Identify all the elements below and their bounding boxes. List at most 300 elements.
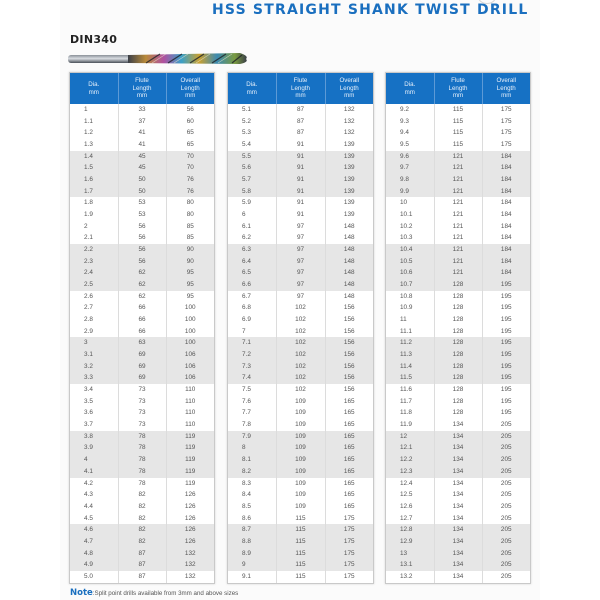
cell-flute-length: 109 [276,454,325,466]
table-row [70,384,214,396]
cell-flute-length: 128 [434,384,482,396]
cell-diameter: 4.4 [70,501,118,513]
cell-overall-length: 106 [166,361,214,373]
cell-diameter: 12.8 [386,524,434,536]
cell-diameter: 1.3 [70,139,118,151]
cell-flute-length: 73 [118,419,166,431]
cell-flute-length: 78 [118,431,166,443]
header-line: Length [180,84,200,92]
cell-overall-length: 156 [343,327,355,335]
cell-overall-length: 90 [166,244,214,256]
table-row [228,337,373,349]
header-overall-length [166,73,214,104]
cell-flute-length: 102 [276,326,325,338]
table-row [70,162,214,174]
cell-flute-length: 50 [118,186,166,198]
cell-diameter: 11 [386,314,434,326]
cell-overall-length: 132 [343,117,355,125]
cell-overall-length: 175 [343,514,355,522]
cell-flute-length: 78 [118,478,166,490]
table-row [386,151,530,163]
spec-table-2 [227,72,374,584]
cell-flute-length: 53 [118,197,166,209]
cell-flute-length: 45 [118,162,166,174]
cell-overall-length: 106 [166,349,214,361]
cell-overall-length: 139 [325,186,373,198]
cell-overall-length: 156 [343,316,355,324]
cell-diameter: 4 [70,454,118,466]
cell-flute-length: 109 [276,431,325,443]
cell-overall-length: 119 [166,431,214,443]
header-line: mm [88,88,99,96]
cell-overall-length: 95 [186,292,194,300]
cell-overall-length: 156 [325,361,373,373]
table-row [386,116,530,128]
cell-overall-length: 132 [343,129,355,137]
cell-overall-length: 80 [186,211,194,219]
table-row [386,349,530,361]
cell-overall-length: 175 [500,117,512,125]
cell-diameter: 11.6 [386,384,434,396]
header-line: mm [404,88,415,96]
header-line: Length [339,84,359,92]
table-row [386,337,530,349]
table-row [386,384,530,396]
table-row [228,302,373,314]
cell-overall-length: 205 [500,514,512,522]
cell-diameter: 1.5 [70,162,118,174]
cell-overall-length: 184 [482,174,530,186]
cell-diameter: 10.5 [386,256,434,268]
cell-overall-length: 205 [500,479,512,487]
table-row [70,524,214,536]
cell-overall-length: 70 [166,162,214,174]
cell-diameter: 10.1 [386,209,434,221]
table-row [386,291,530,303]
header-line: Length [291,84,310,92]
cell-overall-length: 175 [500,141,512,149]
cell-diameter: 1.8 [70,197,118,209]
cell-overall-length: 165 [343,491,355,499]
cell-flute-length: 87 [276,127,325,139]
table-row [228,419,373,431]
table-row [386,302,530,314]
cell-overall-length: 195 [482,349,530,361]
cell-flute-length: 121 [434,209,482,221]
cell-diameter: 10.4 [386,244,434,256]
cell-diameter: 7.2 [228,349,276,361]
cell-diameter: 3.3 [70,372,118,384]
cell-diameter: 5.2 [228,116,276,128]
cell-overall-length: 165 [343,421,355,429]
cell-diameter: 11.7 [386,396,434,408]
cell-overall-length: 156 [343,386,355,394]
cell-overall-length: 80 [186,199,194,207]
cell-flute-length: 128 [434,291,482,303]
cell-overall-length: 195 [482,279,530,291]
cell-flute-length: 109 [276,489,325,501]
cell-overall-length: 156 [325,337,373,349]
cell-diameter: 2.7 [70,302,118,314]
header-line: mm [185,92,196,100]
cell-diameter: 6.8 [228,302,276,314]
cell-diameter: 4.1 [70,466,118,478]
cell-flute-length: 91 [276,197,325,209]
cell-overall-length: 110 [185,386,196,394]
header-line: mm [295,92,306,100]
cell-flute-length: 134 [434,466,482,478]
cell-flute-length: 87 [276,116,325,128]
table-row [70,361,214,373]
cell-flute-length: 115 [276,524,325,536]
table-row [228,314,373,326]
cell-flute-length: 73 [118,407,166,419]
header-diameter [228,73,276,104]
table-row [386,314,530,326]
table-row [386,267,530,279]
cell-diameter: 11.9 [386,419,434,431]
cell-overall-length: 205 [482,454,530,466]
table-row [70,419,214,431]
drill-size-table [386,73,530,583]
table-row [70,314,214,326]
cell-flute-length: 87 [118,548,166,560]
cell-diameter: 10.9 [386,302,434,314]
cell-flute-length: 91 [276,186,325,198]
table-row [70,267,214,279]
table-row [228,571,373,583]
table-row [70,326,214,338]
table-row [386,524,530,536]
table-row [70,349,214,361]
cell-diameter: 4.5 [70,513,118,525]
cell-diameter: 9.8 [386,174,434,186]
cell-overall-length: 165 [325,454,373,466]
cell-diameter: 9.6 [386,151,434,163]
drill-size-table [70,73,214,583]
table-row [70,209,214,221]
table-row [228,454,373,466]
cell-overall-length: 76 [166,186,214,198]
cell-flute-length: 82 [118,524,166,536]
cell-flute-length: 121 [434,256,482,268]
cell-diameter: 11.2 [386,337,434,349]
cell-flute-length: 69 [118,349,166,361]
header-flute-length [118,73,166,104]
table-row [386,162,530,174]
cell-diameter: 7.8 [228,419,276,431]
cell-flute-length: 109 [276,466,325,478]
cell-flute-length: 109 [276,419,325,431]
header-line: mm [136,92,148,100]
table-row [386,139,530,151]
cell-flute-length: 134 [434,536,482,548]
cell-diameter: 3 [70,337,118,349]
cell-diameter: 2.6 [70,291,118,303]
cell-diameter: 2 [70,221,118,233]
cell-overall-length: 184 [482,186,530,198]
header-line: Flute [135,77,149,85]
header-diameter [386,73,434,104]
cell-flute-length: 56 [118,232,166,244]
cell-diameter: 8.5 [228,501,276,513]
cell-diameter: 5.0 [70,571,118,583]
cell-flute-length: 102 [276,349,325,361]
cell-flute-length: 56 [118,221,166,233]
table-row [228,326,373,338]
note-text: :Split point drills available from 3mm and above sizes [92,590,239,597]
cell-overall-length: 148 [325,267,373,279]
cell-diameter: 12 [386,431,434,443]
cell-diameter: 4.2 [70,478,118,490]
cell-overall-length: 119 [166,442,214,454]
cell-flute-length: 109 [276,501,325,513]
cell-flute-length: 66 [118,302,166,314]
cell-diameter: 9.7 [386,162,434,174]
cell-diameter: 3.7 [70,419,118,431]
cell-diameter: 12.1 [386,442,434,454]
cell-diameter: 6.3 [228,244,276,256]
header-overall-length [482,73,530,104]
table-row [70,139,214,151]
cell-flute-length: 37 [118,116,166,128]
cell-overall-length: 195 [500,292,512,300]
cell-diameter: 7.7 [228,407,276,419]
cell-flute-length: 66 [118,314,166,326]
table-row [386,396,530,408]
table-row [70,186,214,198]
table-row [228,127,373,139]
cell-flute-length: 121 [434,232,482,244]
cell-overall-length: 139 [343,211,355,219]
cell-diameter: 5.4 [228,139,276,151]
cell-diameter: 2.5 [70,279,118,291]
cell-flute-length: 78 [118,466,166,478]
cell-flute-length: 134 [434,431,482,443]
cell-diameter: 8.8 [228,536,276,548]
cell-diameter: 1.6 [70,174,118,186]
cell-diameter: 7.3 [228,361,276,373]
header-line: Overall [180,77,201,85]
cell-flute-length: 121 [434,267,482,279]
cell-diameter: 8.9 [228,548,276,560]
table-header-row [386,73,530,104]
cell-flute-length: 102 [276,337,325,349]
table-row [386,209,530,221]
cell-flute-length: 115 [276,559,325,571]
page-title: HSS STRAIGHT SHANK TWIST DRILL [212,2,529,18]
cell-overall-length: 205 [500,421,512,429]
cell-overall-length: 70 [166,151,214,163]
cell-flute-length: 53 [118,209,166,221]
table-row [70,407,214,419]
table-row [386,442,530,454]
cell-diameter: 7.5 [228,384,276,396]
cell-overall-length: 95 [166,279,214,291]
table-row [228,431,373,443]
cell-diameter: 1.4 [70,151,118,163]
cell-overall-length: 184 [500,199,512,207]
table-row [386,197,530,209]
table-row [228,279,373,291]
cell-overall-length: 195 [500,327,512,335]
cell-overall-length: 148 [325,244,373,256]
cell-overall-length: 165 [325,442,373,454]
cell-flute-length: 109 [276,396,325,408]
cell-overall-length: 76 [166,174,214,186]
cell-overall-length: 139 [343,141,355,149]
cell-overall-length: 184 [482,151,530,163]
cell-overall-length: 205 [482,559,530,571]
table-row [70,442,214,454]
table-row [386,559,530,571]
cell-flute-length: 115 [276,548,325,560]
table-row [228,209,373,221]
cell-overall-length: 119 [166,454,214,466]
table-row [228,291,373,303]
cell-flute-length: 134 [434,513,482,525]
table-row [386,127,530,139]
cell-diameter: 13.1 [386,559,434,571]
header-line: Flute [293,77,308,85]
cell-overall-length: 110 [185,409,196,417]
cell-overall-length: 205 [482,548,530,560]
cell-overall-length: 195 [500,386,512,394]
cell-diameter: 12.5 [386,489,434,501]
table-row [70,501,214,513]
cell-diameter: 7.6 [228,396,276,408]
table-row [386,489,530,501]
cell-overall-length: 100 [166,337,214,349]
drill-bit-image [68,52,250,65]
table-row [70,302,214,314]
cell-overall-length: 165 [325,466,373,478]
table-row [228,372,373,384]
cell-flute-length: 87 [118,559,166,571]
cell-overall-length: 148 [343,222,355,230]
cell-overall-length: 126 [184,491,196,499]
cell-diameter: 9.9 [386,186,434,198]
cell-diameter: 4.3 [70,489,118,501]
cell-overall-length: 175 [325,559,373,571]
table-row [70,536,214,548]
cell-flute-length: 128 [434,326,482,338]
table-row [386,513,530,525]
cell-flute-length: 97 [276,267,325,279]
table-row [228,501,373,513]
cell-overall-length: 184 [482,162,530,174]
cell-flute-length: 73 [118,396,166,408]
table-row [386,104,530,116]
cell-flute-length: 115 [434,116,482,128]
table-row [70,279,214,291]
cell-overall-length: 175 [325,548,373,560]
cell-overall-length: 195 [482,361,530,373]
cell-diameter: 5.8 [228,186,276,198]
cell-diameter: 9.4 [386,127,434,139]
cell-diameter: 6.5 [228,267,276,279]
cell-flute-length: 82 [118,536,166,548]
cell-diameter: 10 [386,197,434,209]
cell-overall-length: 139 [325,151,373,163]
cell-overall-length: 126 [184,514,196,522]
table-row [228,548,373,560]
standard-label: DIN340 [70,33,118,46]
cell-flute-length: 78 [118,454,166,466]
cell-overall-length: 184 [500,211,512,219]
table-row [228,232,373,244]
header-line: mm [246,88,257,96]
cell-flute-length: 134 [434,489,482,501]
table-row [386,186,530,198]
cell-overall-length: 110 [185,421,196,429]
cell-diameter: 2.3 [70,256,118,268]
cell-diameter: 13 [386,548,434,560]
cell-flute-length: 115 [276,571,325,583]
table-row [70,466,214,478]
cell-overall-length: 119 [185,479,196,487]
header-line: Length [448,84,468,92]
cell-flute-length: 109 [276,407,325,419]
cell-flute-length: 91 [276,151,325,163]
cell-flute-length: 97 [276,279,325,291]
table-row [386,431,530,443]
table-row [228,524,373,536]
table-row [70,478,214,490]
cell-flute-length: 102 [276,314,325,326]
cell-diameter: 5.9 [228,197,276,209]
cell-diameter: 5.1 [228,104,276,116]
cell-diameter: 12.9 [386,536,434,548]
table-row [386,419,530,431]
cell-overall-length: 100 [184,304,196,312]
cell-diameter: 5.3 [228,127,276,139]
cell-overall-length: 205 [500,491,512,499]
cell-diameter: 6.7 [228,291,276,303]
cell-flute-length: 128 [434,314,482,326]
cell-flute-length: 50 [118,174,166,186]
cell-diameter: 3.1 [70,349,118,361]
table-row [70,396,214,408]
table-row [70,337,214,349]
cell-diameter: 4.8 [70,548,118,560]
cell-overall-length: 119 [166,466,214,478]
cell-diameter: 4.6 [70,524,118,536]
cell-overall-length: 195 [482,372,530,384]
cell-diameter: 8 [228,442,276,454]
cell-overall-length: 165 [343,409,355,417]
table-row [70,489,214,501]
cell-diameter: 8.4 [228,489,276,501]
cell-diameter: 4.9 [70,559,118,571]
header-flute-length [434,73,482,104]
cell-diameter: 7.1 [228,337,276,349]
cell-overall-length: 126 [184,502,196,510]
cell-overall-length: 175 [325,536,373,548]
table-row [228,174,373,186]
cell-overall-length: 195 [500,304,512,312]
cell-diameter: 8.7 [228,524,276,536]
cell-overall-length: 205 [482,466,530,478]
cell-flute-length: 134 [434,571,482,583]
cell-flute-length: 82 [118,489,166,501]
drill-size-table [228,73,373,583]
cell-flute-length: 102 [276,372,325,384]
cell-flute-length: 115 [434,127,482,139]
cell-flute-length: 82 [118,501,166,513]
table-row [386,279,530,291]
table-row [228,489,373,501]
